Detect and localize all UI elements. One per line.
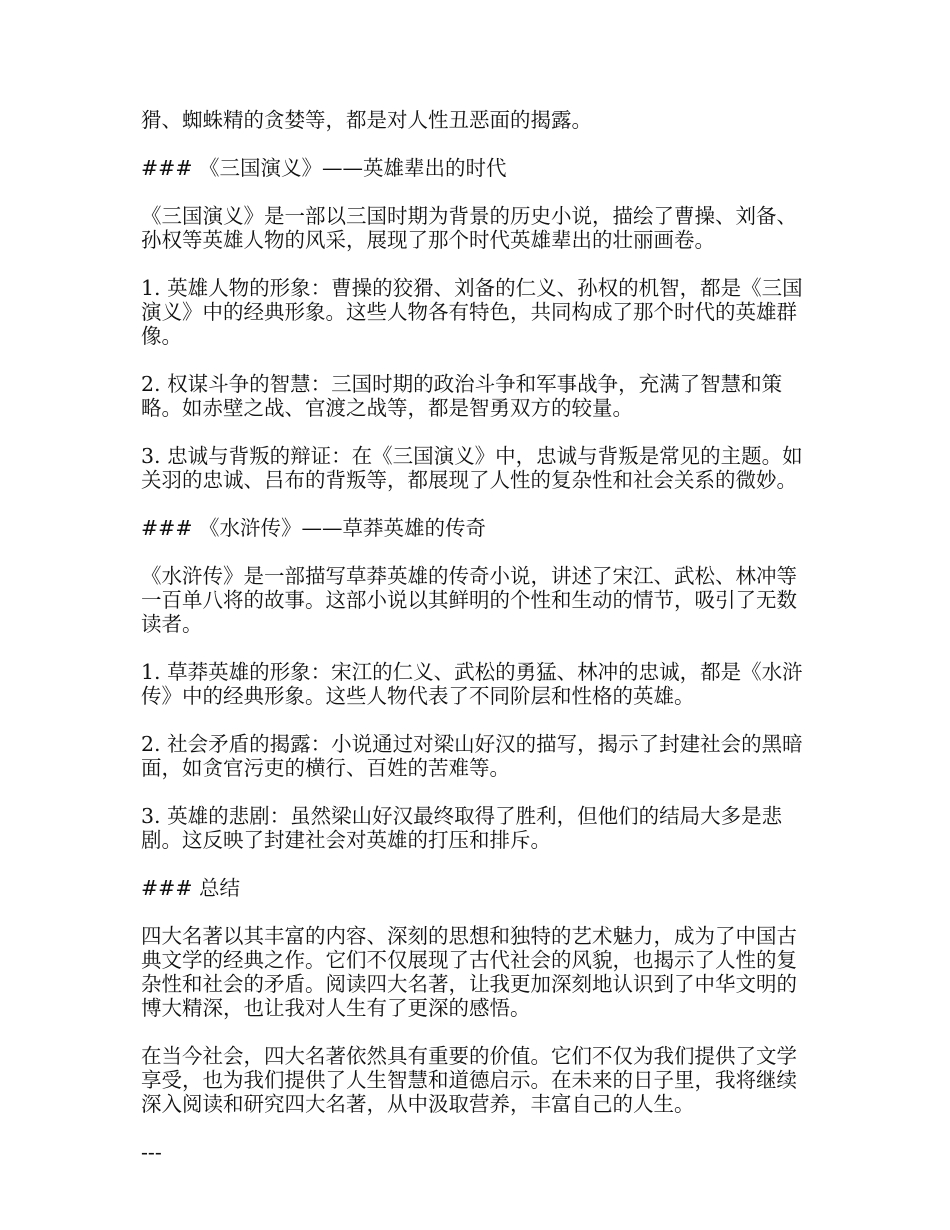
list-item: 1. 英雄人物的形象：曹操的狡猾、刘备的仁义、孙权的机智，都是《三国演义》中的经典形象。这些人物各有特色，共同构成了那个时代的英雄群像。 — [141, 276, 803, 348]
list-item: 3. 忠诚与背叛的辩证：在《三国演义》中，忠诚与背叛是常见的主题。如关羽的忠诚、吕布的背叛等，都展现了人性的复杂性和社会关系的微妙。 — [141, 444, 803, 492]
paragraph: 《三国演义》是一部以三国时期为背景的历史小说，描绘了曹操、刘备、孙权等英雄人物的风采，展现了那个时代英雄辈出的壮丽画卷。 — [141, 204, 797, 252]
section-heading: ### 《水浒传》——草莽英雄的传奇 — [141, 516, 487, 540]
list-item: 3. 英雄的悲剧：虽然梁山好汉最终取得了胜利，但他们的结局大多是悲剧。这反映了封建社会对英雄的打压和排斥。 — [141, 804, 783, 852]
section-heading: ### 《三国演义》——英雄辈出的时代 — [141, 156, 507, 180]
section-heading: ### 总结 — [141, 876, 241, 900]
document-page — [141, 108, 809, 1164]
list-item: 1. 草莽英雄的形象：宋江的仁义、武松的勇猛、林冲的忠诚，都是《水浒传》中的经典形象。这些人物代表了不同阶层和性格的英雄。 — [141, 660, 803, 708]
paragraph: 《水浒传》是一部描写草莽英雄的传奇小说，讲述了宋江、武松、林冲等一百单八将的故事。这部小说以其鲜明的个性和生动的情节，吸引了无数读者。 — [141, 564, 797, 636]
horizontal-rule-marker: --- — [141, 1140, 162, 1164]
list-item: 2. 权谋斗争的智慧：三国时期的政治斗争和军事战争，充满了智慧和策略。如赤壁之战、官渡之战等，都是智勇双方的较量。 — [141, 372, 783, 420]
paragraph: 四大名著以其丰富的内容、深刻的思想和独特的艺术魅力，成为了中国古典文学的经典之作。它们不仅展现了古代社会的风貌，也揭示了人性的复杂性和社会的矛盾。阅读四大名著，让我更加深刻地认识到了中华文明的博大精深，也让我对人生有了更深的感悟。 — [141, 924, 797, 1020]
paragraph: 猾、蜘蛛精的贪婪等，都是对人性丑恶面的揭露。 — [141, 108, 592, 132]
list-item: 2. 社会矛盾的揭露：小说通过对梁山好汉的描写，揭示了封建社会的黑暗面，如贪官污吏的横行、百姓的苦难等。 — [141, 732, 803, 780]
paragraph: 在当今社会，四大名著依然具有重要的价值。它们不仅为我们提供了文学享受，也为我们提供了人生智慧和道德启示。在未来的日子里，我将继续深入阅读和研究四大名著，从中汲取营养，丰富自己的人生。 — [141, 1044, 797, 1116]
